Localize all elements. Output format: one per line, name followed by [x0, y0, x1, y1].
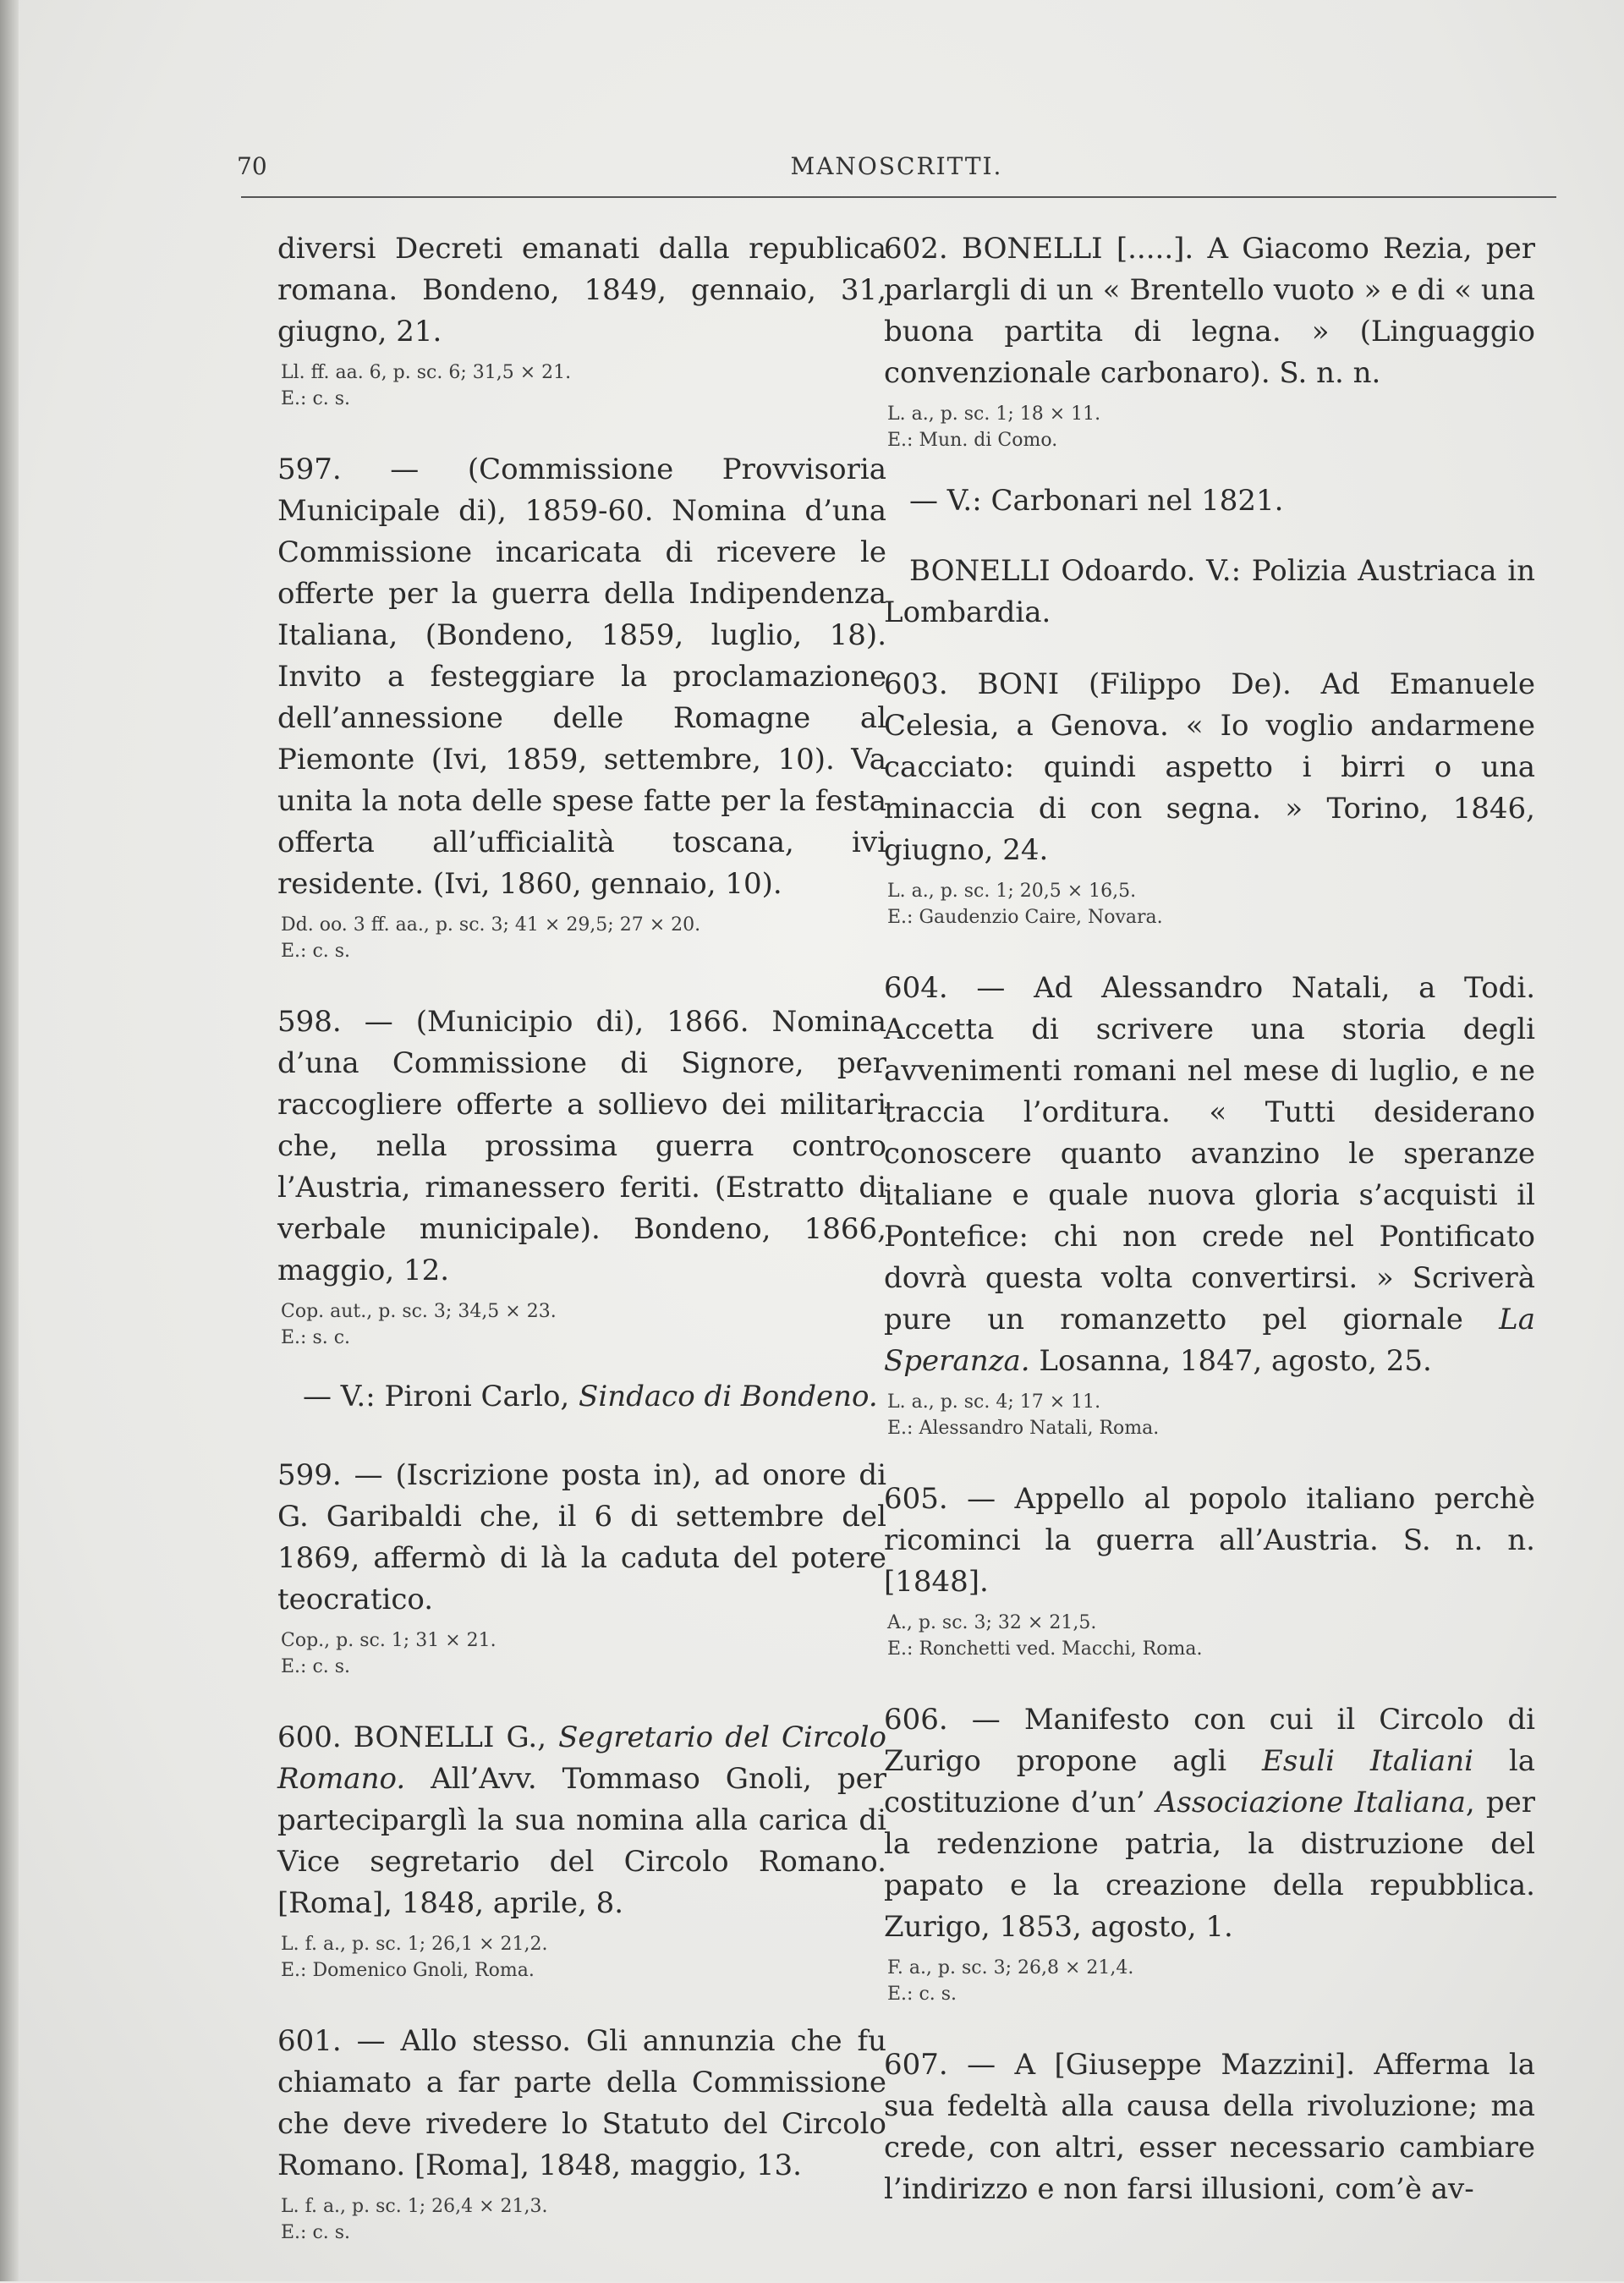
catalog-entry-599 — [277, 1455, 886, 1680]
physical-description: F. a., p. sc. 3; 26,8 × 21,4. — [887, 1957, 1134, 1978]
physical-description: Cop., p. sc. 1; 31 × 21. — [281, 1630, 497, 1651]
right-column — [884, 228, 1535, 2247]
exhibitor: E.: Alessandro Natali, Roma. — [887, 1418, 1160, 1439]
exhibitor: E.: c. s. — [281, 388, 351, 409]
entry-text: 598. — (Municipio di), 1866. Nomina d’una Commissione di Signore, per raccogliere offerte a sollievo dei militari che, nella prossima guerra contro l’Austria, rimanessero feriti. (Estratto di verbale municipale). Bondeno, 1866, maggio, 12. — [277, 1005, 886, 1287]
entry-text: 597. — (Commissione Provvisoria Municipale di), 1859-60. Nomina d’una Commissione incaricata di ricevere le offerte per la guerra della Indipendenza Italiana, (Bondeno, 1859, luglio, 18). Invito a festeggiare la proclamazione dell’annessione delle Romagne al Piemonte (Ivi, 1859, settembre, 10). Va unita la nota delle spese fatte per la festa offerta all’ufficialità toscana, ivi residente. (Ivi, 1860, gennaio, 10). — [277, 453, 886, 901]
exhibitor: E.: c. s. — [281, 941, 351, 962]
page-header — [237, 152, 1556, 191]
page-number: 70 — [237, 152, 267, 180]
catalog-entry-603 — [884, 664, 1535, 930]
exhibitor: E.: Ronchetti ved. Macchi, Roma. — [887, 1638, 1203, 1660]
entry-text: 601. — Allo stesso. Gli annunzia che fu chiamato a far parte della Commissione che deve rivedere lo Statuto del Circolo Romano. [Roma], 1848, maggio, 13. — [277, 2024, 886, 2182]
entry-text: diversi Decreti emanati dalla republica romana. Bondeno, 1849, gennaio, 31, giugno, 21. — [277, 232, 886, 348]
catalog-entry-601 — [277, 2021, 886, 2246]
entry-text: 606. — Manifesto con cui il Circolo di Zurigo propone agli Esuli Italiani la costituzione d’un’ Associazione Italiana, per la redenzione patria, la distruzione del papato e la creazione della repubblica. Zurigo, 1853, agosto, 1. — [884, 1703, 1536, 1944]
catalog-entry — [277, 228, 886, 412]
page-edge — [0, 0, 19, 2281]
exhibitor: E.: c. s. — [281, 1656, 351, 1677]
left-column — [277, 228, 886, 2283]
exhibitor: E.: s. c. — [281, 1327, 351, 1348]
physical-description: Dd. oo. 3 ff. aa., p. sc. 3; 41 × 29,5; 27 × 20. — [281, 914, 701, 936]
physical-description: Cop. aut., p. sc. 3; 34,5 × 23. — [281, 1301, 557, 1322]
cross-reference — [277, 1376, 886, 1418]
catalog-entry-605 — [884, 1479, 1535, 1662]
cross-reference: — V.: Carbonari nel 1821. — [909, 484, 1284, 518]
cross-reference-bonelli: BONELLI Odoardo. V.: Polizia Austriaca in Lombardia. — [884, 554, 1535, 629]
physical-description: L. a., p. sc. 1; 18 × 11. — [887, 403, 1101, 425]
exhibitor: E.: c. s. — [887, 1984, 957, 2005]
physical-description: L. f. a., p. sc. 1; 26,1 × 21,2. — [281, 1934, 548, 1955]
catalog-entry-602 — [884, 228, 1535, 453]
catalog-entry-604 — [884, 968, 1535, 1441]
xref-text: — V.: Pironi Carlo, — [303, 1380, 579, 1413]
entry-text: 599. — (Iscrizione posta in), ad onore di G. Garibaldi che, il 6 di settembre del 1869, affermò di là la caduta del potere teocratico. — [277, 1458, 886, 1616]
physical-description: L. a., p. sc. 1; 20,5 × 16,5. — [887, 881, 1137, 902]
exhibitor: E.: Domenico Gnoli, Roma. — [281, 1960, 535, 1981]
catalog-entry-598 — [277, 1002, 886, 1351]
entry-text: 604. — Ad Alessandro Natali, a Todi. Accetta di scrivere una storia degli avvenimenti romani nel mese di luglio, e ne traccia l’orditura. « Tutti desiderano conoscere quanto avanzino le speranze italiane e quale nuova gloria s’acquisti il Pontefice: chi non crede nel Pontificato dovrà questa volta convertirsi. » Scriverà pure un romanzetto pel giornale La Speranza. Losanna, 1847, agosto, 25. — [884, 971, 1535, 1378]
catalog-entry-600 — [277, 1717, 886, 1984]
catalog-entry-607 — [884, 2044, 1535, 2210]
physical-description: L. f. a., p. sc. 1; 26,4 × 21,3. — [281, 2196, 548, 2217]
header-rule — [241, 196, 1556, 198]
entry-text: 605. — Appello al popolo italiano perchè ricominci la guerra all’Austria. S. n. n. [1848]. — [884, 1482, 1535, 1599]
catalog-entry-597 — [277, 449, 886, 964]
physical-description: A., p. sc. 3; 32 × 21,5. — [887, 1612, 1097, 1633]
exhibitor: E.: Gaudenzio Caire, Novara. — [887, 907, 1163, 928]
entry-text: 602. BONELLI [.....]. A Giacomo Rezia, per parlargli di un « Brentello vuoto » e di « una buona partita di legna. » (Linguaggio convenzionale carbonaro). S. n. n. — [884, 232, 1535, 390]
physical-description: L. a., p. sc. 4; 17 × 11. — [887, 1391, 1101, 1413]
entry-text: 607. — A [Giuseppe Mazzini]. Afferma la sua fedeltà alla causa della rivoluzione; ma crede, con altri, esser necessario cambiare l’indirizzo e non farsi illusioni, com’è av- — [884, 2048, 1535, 2206]
exhibitor: E.: c. s. — [281, 2222, 351, 2243]
xref-italic: Sindaco di Bondeno. — [579, 1380, 878, 1413]
catalog-entry-606 — [884, 1699, 1535, 2007]
running-title: MANOSCRITTI. — [790, 152, 1003, 180]
physical-description: Ll. ff. aa. 6, p. sc. 6; 31,5 × 21. — [281, 362, 572, 383]
entry-text: 600. BONELLI G., Segretario del Circolo Romano. All’Avv. Tommaso Gnoli, per parteciparglì la sua nomina alla carica di Vice segretario del Circolo Romano. [Roma], 1848, aprile, 8. — [277, 1720, 886, 1920]
exhibitor: E.: Mun. di Como. — [887, 430, 1058, 451]
entry-text: 603. BONI (Filippo De). Ad Emanuele Celesia, a Genova. « Io voglio andarmene cacciato: quindi aspetto i birri o una minaccia di con segna. » Torino, 1846, giugno, 24. — [884, 667, 1535, 867]
